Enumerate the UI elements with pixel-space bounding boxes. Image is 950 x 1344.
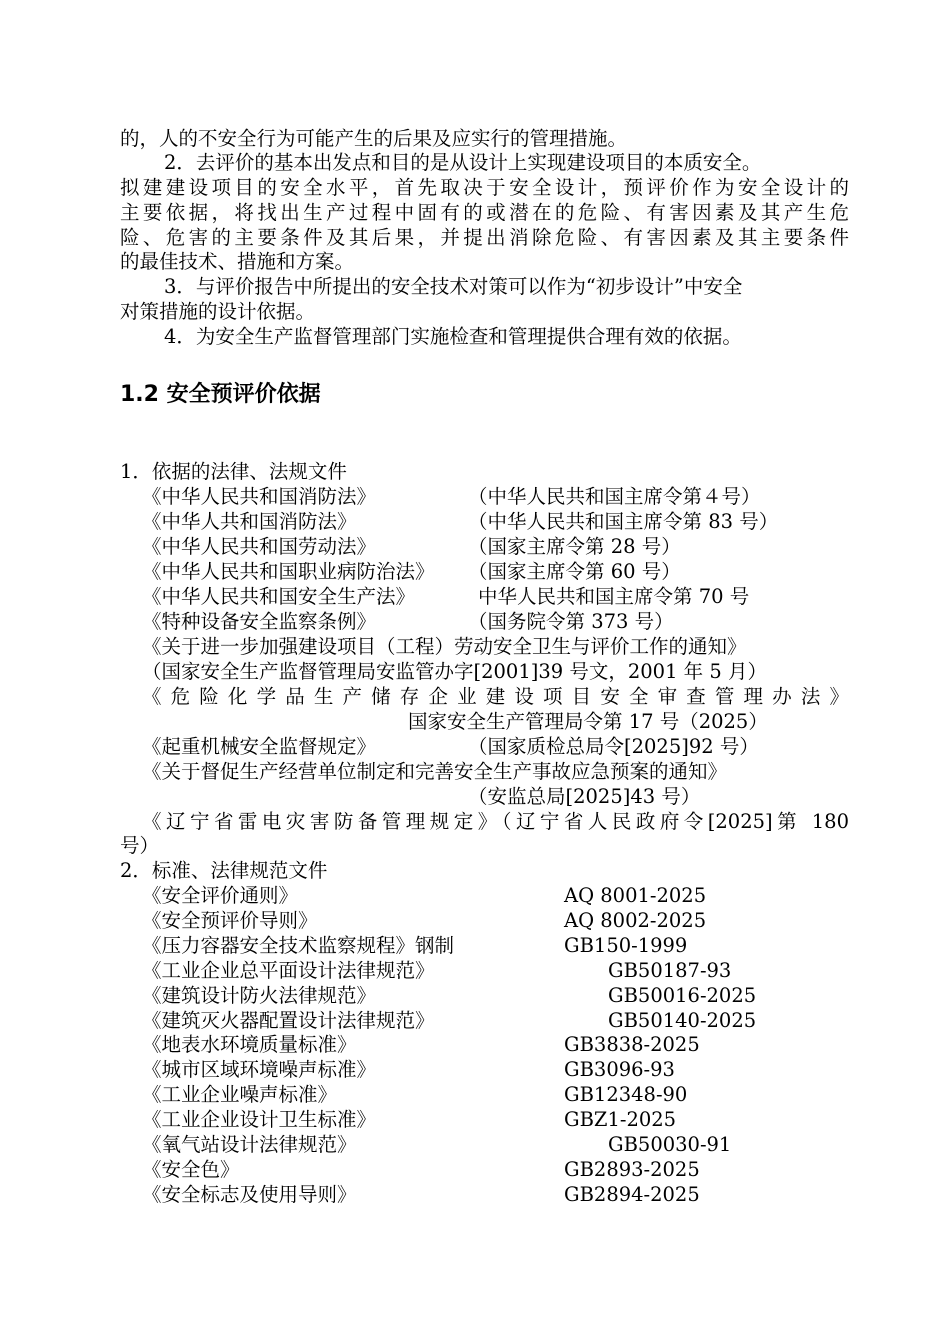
standard-code: AQ 8002-2025	[564, 909, 707, 932]
intro-line: 4．为安全生产监督管理部门实施检查和管理提供合理有效的依据。	[164, 325, 742, 348]
law-name: 《中华人民共和国职业病防治法》	[142, 560, 435, 583]
standard-name: 《安全评价通则》	[142, 884, 299, 907]
intro-text: 险、危害的主要条件及其后果，并提出消除危险、有害因素及其主要条件	[120, 226, 849, 249]
standard-code: GB3838-2025	[564, 1033, 700, 1056]
standard-name: 《建筑设计防火法律规范》	[142, 984, 377, 1007]
law-ref: （国家主席令第 28 号）	[468, 535, 681, 558]
law-ref: （国家主席令第 60 号）	[468, 560, 681, 583]
law-ref: （安监总局[2025]43 号）	[468, 785, 701, 808]
standard-code: GB150-1999	[564, 934, 688, 957]
law-name-line	[142, 685, 849, 709]
standard-name: 《工业企业噪声标准》	[142, 1083, 338, 1106]
law-name-line	[142, 810, 849, 834]
intro-line: 的，人的不安全行为可能产生的后果及应实行的管理措施。	[120, 127, 628, 150]
intro-line	[120, 226, 849, 250]
intro-line: 2．去评价的基本出发点和目的是从设计上实现建设项目的本质安全。	[164, 151, 762, 174]
standard-name: 《安全色》	[142, 1158, 240, 1181]
law-ref: （中华人民共和国主席令第４号）	[468, 485, 761, 508]
intro-line: 对策措施的设计依据。	[120, 300, 316, 323]
law-name: 《起重机械安全监督规定》	[142, 735, 377, 758]
section-heading: 1.2 安全预评价依据	[120, 382, 321, 407]
law-name: 《中华人民共和国消防法》	[142, 485, 377, 508]
standards-heading: 2．标准、法律规范文件	[120, 859, 328, 882]
standard-code: GB50016-2025	[608, 984, 757, 1007]
standard-code: GBZ1-2025	[564, 1108, 677, 1131]
standard-name: 《工业企业总平面设计法律规范》	[142, 959, 435, 982]
standard-code: GB2893-2025	[564, 1158, 700, 1181]
law-ref: 中华人民共和国主席令第 70 号	[478, 585, 750, 608]
standard-name: 《建筑灭火器配置设计法律规范》	[142, 1009, 435, 1032]
standard-name: 《压力容器安全技术监察规程》钢制	[142, 934, 455, 957]
law-name: 《危险化学品生产储存企业建设项目安全审查管理办法》	[142, 685, 849, 708]
law-ref: （国务院令第 373 号）	[468, 610, 674, 633]
law-name: 《关于进一步加强建设项目（工程）劳动安全卫生与评价工作的通知》	[142, 635, 747, 658]
standard-name: 《安全预评价导则》	[142, 909, 318, 932]
standard-code: GB3096-93	[564, 1058, 675, 1081]
standard-name: 《氧气站设计法律规范》	[142, 1133, 357, 1156]
intro-line: 3．与评价报告中所提出的安全技术对策可以作为“初步设计”中安全	[164, 275, 743, 298]
standard-name: 《安全标志及使用导则》	[142, 1183, 357, 1206]
standard-name: 《城市区域环境噪声标准》	[142, 1058, 377, 1081]
law-ref: 号）	[120, 834, 160, 857]
intro-line	[120, 201, 849, 225]
law-ref: （国家安全生产监督管理局安监管办字[2001]39 号文，2001 年 5 月）	[142, 660, 767, 683]
laws-heading: 1．依据的法律、法规文件	[120, 460, 347, 483]
law-name: 《特种设备安全监察条例》	[142, 610, 377, 633]
law-name: 《中华人民共和国劳动法》	[142, 535, 377, 558]
law-ref: （国家质检总局令[2025]92 号）	[468, 735, 759, 758]
law-ref: 国家安全生产管理局令第 17 号（2025）	[408, 710, 768, 733]
intro-text: 拟建建设项目的安全水平，首先取决于安全设计，预评价作为安全设计的	[120, 176, 849, 199]
standard-code: GB2894-2025	[564, 1183, 700, 1206]
intro-line	[120, 176, 849, 200]
law-name: 《关于督促生产经营单位制定和完善安全生产事故应急预案的通知》	[142, 760, 728, 783]
law-name: 《中华人共和国消防法》	[142, 510, 357, 533]
intro-text: 主要依据，将找出生产过程中固有的或潜在的危险、有害因素及其产生危	[120, 201, 849, 224]
law-name: 《辽宁省雷电灾害防备管理规定》（辽宁省人民政府令[2025]第 180	[142, 810, 849, 833]
standard-code: GB12348-90	[564, 1083, 688, 1106]
law-name: 《中华人民共和国安全生产法》	[142, 585, 416, 608]
intro-line: 的最佳技术、措施和方案。	[120, 250, 355, 273]
standard-name: 《工业企业设计卫生标准》	[142, 1108, 377, 1131]
standard-name: 《地表水环境质量标准》	[142, 1033, 357, 1056]
standard-code: GB50140-2025	[608, 1009, 757, 1032]
law-ref: （中华人民共和国主席令第 83 号）	[468, 510, 779, 533]
standard-code: AQ 8001-2025	[564, 884, 707, 907]
standard-code: GB50187-93	[608, 959, 732, 982]
standard-code: GB50030-91	[608, 1133, 732, 1156]
